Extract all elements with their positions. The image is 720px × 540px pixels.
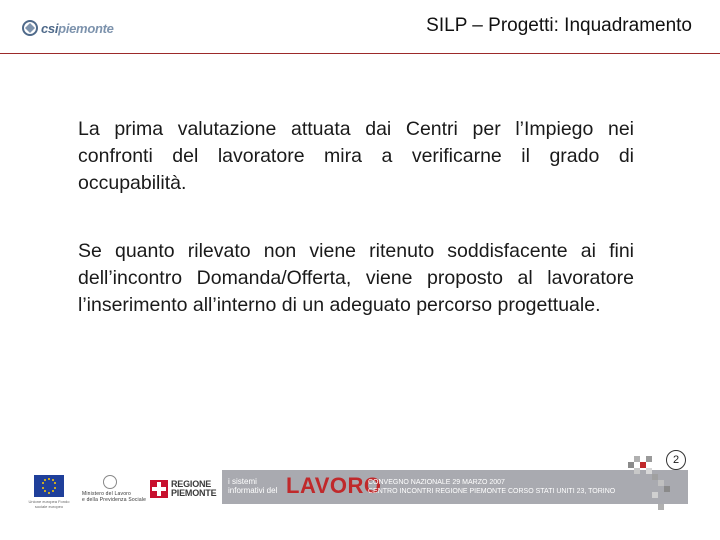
footer-logos — [0, 462, 720, 522]
regione-shield-icon — [150, 480, 168, 498]
page-title: SILP – Progetti: Inquadramento — [426, 15, 692, 36]
pixel-map-icon — [618, 454, 688, 518]
page-number: 2 — [666, 450, 686, 470]
csi-logo-icon — [22, 20, 38, 36]
eu-caption: Unione europea Fondo sociale europeo — [28, 499, 70, 509]
paragraph-1: La prima valutazione attuata dai Centri per l’Impiego nei confronti del lavoratore mira a verificarne il grado di occupabilità. — [78, 118, 634, 194]
region-line-1: REGIONE — [171, 479, 212, 489]
logo-text-bold: csi — [41, 20, 59, 36]
ministry-line-1: Ministero del Lavoro — [82, 491, 132, 497]
regione-piemonte-logo — [150, 480, 216, 498]
banner-sub-1: i sistemi — [228, 477, 257, 486]
paragraph-2: Se quanto rilevato non viene ritenuto soddisfacente ai fini dell’incontro Domanda/Offerta, viene proposto al lavoratore l’inserimento all’interno di un adeguato percorso progettuale. — [78, 240, 634, 316]
banner-title: LAVORO — [286, 473, 382, 498]
ministry-line-2: e della Previdenza Sociale — [82, 497, 147, 503]
ministry-emblem-icon — [103, 475, 117, 489]
csi-piemonte-logo — [22, 17, 114, 39]
region-line-2: PIEMONTE — [171, 488, 217, 498]
logo-text — [41, 21, 114, 36]
banner-conv-2: CENTRO INCONTRI REGIONE PIEMONTE CORSO STATI UNITI 23, TORINO — [368, 488, 616, 495]
ministry-logo — [82, 475, 147, 503]
eu-flag-icon — [34, 475, 64, 497]
logo-text-rest: piemonte — [58, 20, 114, 36]
banner-sub-2: informativi del — [228, 486, 278, 495]
header-divider — [0, 53, 720, 54]
banner-conv-1: CONVEGNO NAZIONALE 29 MARZO 2007 — [368, 479, 505, 486]
